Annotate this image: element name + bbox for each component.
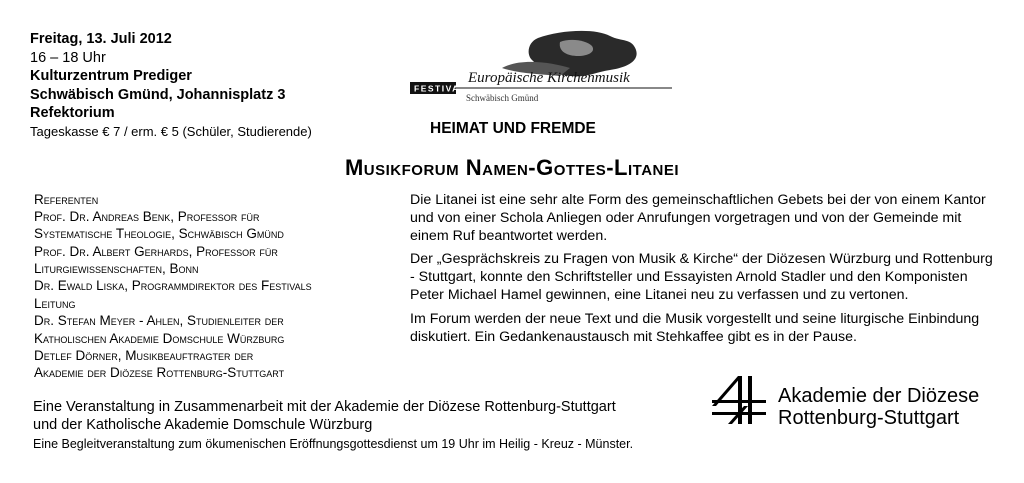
description-paragraph: Die Litanei ist eine sehr alte Form des gemeinschaftlichen Gebets bei der von einem Kantor und von einer Schola Anliegen oder Anrufungen vorgetragen und von der Gemeinde mit einem Ruf beantwortet werden. [410,192,986,244]
event-tickets: Tageskasse € 7 / erm. € 5 (Schüler, Studierende) [30,123,312,139]
referenten-heading: Referenten [34,192,99,207]
akademie-logo-icon [708,372,770,426]
description-column [410,192,1000,352]
event-date: Freitag, 13. Juli 2012 [30,31,172,47]
leitung-line: Akademie der Diözese Rottenburg-Stuttgart [34,365,285,381]
motto: HEIMAT UND FREMDE [430,120,596,137]
referent-line: Liturgiewissenschaften, Bonn [34,260,199,276]
speakers-column [34,191,396,381]
festival-logo [410,28,675,108]
description-paragraph: Im Forum werden der neue Text und die Musik vorgestellt und seine liturgische Einbindung diskutiert. Ein Gedankenaustausch mit Stehkaffee gibt es in der Pause. [410,310,980,345]
event-room: Refektorium [30,105,115,121]
akademie-logo-text [778,385,979,429]
event-time: 16 – 18 Uhr [30,49,106,66]
referent-line: Dr. Ewald Liska, Programmdirektor des Festivals [34,278,312,294]
akademie-name-line: Rottenburg-Stuttgart [778,407,960,429]
leitung-line: Dr. Stefan Meyer - Ahlen, Studienleiter der [34,313,284,329]
cooperation-line: Eine Veranstaltung in Zusammenarbeit mit der Akademie der Diözese Rottenburg-Stuttgart [33,399,616,415]
cooperation-line: und der Katholische Akademie Domschule Würzburg [33,417,373,433]
referent-line: Prof. Dr. Andreas Benk, Professor für [34,209,260,225]
accompanying-event-note: Eine Begleitveranstaltung zum ökumenischen Eröffnungsgottesdienst um 19 Uhr im Heilig - Kreuz - Münster. [33,437,634,451]
festival-logo-badge: FESTIVAL [414,83,467,94]
page-title: Musikforum Namen-Gottes-Litanei [344,155,680,180]
leitung-line: Detlef Dörner, Musikbeauftragter der [34,347,254,363]
event-address: Schwäbisch Gmünd, Johannisplatz 3 [30,86,286,103]
akademie-name-line: Akademie der Diözese [778,385,980,407]
cooperation-note [33,398,616,434]
event-venue: Kulturzentrum Prediger [30,68,192,84]
festival-logo-name: Europäische Kirchenmusik [468,70,630,86]
referent-line: Prof. Dr. Albert Gerhards, Professor für [34,243,278,259]
referent-line: Systematische Theologie, Schwäbisch Gmünd [34,226,284,242]
event-info [30,30,312,141]
leitung-line: Katholischen Akademie Domschule Würzburg [34,330,285,346]
leitung-heading: Leitung [34,296,76,312]
festival-logo-place: Schwäbisch Gmünd [466,93,539,103]
description-paragraph: Der „Gesprächskreis zu Fragen von Musik & Kirche“ der Diözesen Würzburg und Rottenburg - Stuttgart, konnte den Schriftsteller und Essayisten Arnold Stadler und den Komponisten Peter Michael Hamel gewinnen, eine Litanei neu zu verfassen und zu vertonen. [410,251,993,303]
